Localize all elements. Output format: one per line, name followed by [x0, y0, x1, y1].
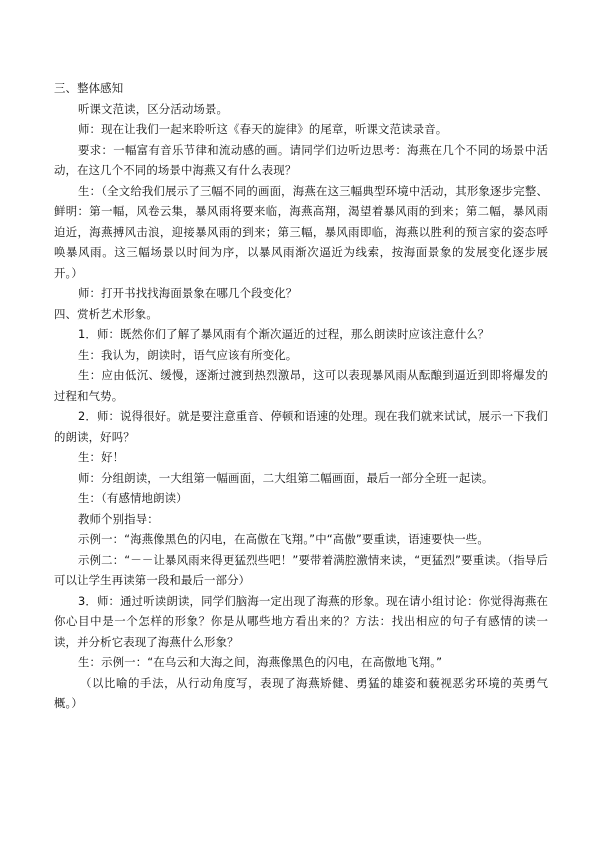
paragraph-analysis: （以比喻的手法，从行动角度写，表现了海燕矫健、勇猛的雄姿和藐视恶劣环境的英勇气概。）: [54, 675, 548, 710]
section-heading-art-image: 四、赏析艺术形象。: [54, 306, 158, 321]
paragraph-listen-reading: 听课文范读，区分活动场景。: [78, 101, 229, 116]
paragraph-student-tone: 生：我认为，朗读时，语气应该有所变化。: [78, 347, 298, 362]
section-heading-overall-perception: 三、整体感知: [54, 81, 124, 95]
paragraph-question-3: 3．师：通过听读朗读，同学们脑海一定出现了海燕的形象。现在请小组讨论：你觉得海燕在你心目中是一个怎样的形象？你是从哪些地方看出来的？方法：找出相应的句子有感情的读一读，并分析它表现了海燕什么形象？: [54, 593, 548, 649]
paragraph-student-ok: 生：好！: [78, 450, 125, 464]
paragraph-student-example: 生：示例一：“在乌云和大海之间，海燕像黑色的闪电，在高傲地飞翔。”: [78, 655, 443, 669]
paragraph-example-1: 示例一：“海燕像黑色的闪电，在高傲在飞翔。”中“高傲”要重读，语速要快一些。: [78, 532, 489, 546]
paragraph-group-reading: 师：分组朗读，一大组第一幅画面，二大组第二幅画面，最后一部分全班一起读。: [78, 470, 494, 485]
document-body: [54, 78, 548, 714]
paragraph-question-2: 2．师：说得很好。就是要注意重音、停顿和语速的处理。现在我们就来试试，展示一下我们的朗读，好吗？: [54, 409, 548, 444]
paragraph-teacher-intro: 师：现在让我们一起来聆听这《春天的旋律》的尾章，听课文范读录音。: [78, 122, 448, 136]
paragraph-example-2: 示例二：“－－让暴风雨来得更猛烈些吧！”要带着满腔激情来读，“更猛烈”要重读。（指导后可以让学生再读第一段和最后一部分）: [54, 552, 548, 587]
paragraph-student-reading: 生：（有感情地朗读）: [78, 491, 188, 505]
paragraph-teacher-open-book: 师：打开书找找海面景象在哪几个段变化？: [78, 286, 298, 300]
paragraph-student-pace: 生：应由低沉、缓慢，逐渐过渡到热烈激昂，这可以表现暴风雨从酝酿到逼近到即将爆发的过程和气势。: [54, 368, 548, 403]
paragraph-student-answer-scenes: 生：（全文给我们展示了三幅不同的画面，海燕在这三幅典型环境中活动，其形象逐步完整、鲜明：第一幅，风卷云集，暴风雨将要来临，海燕高翔，渴望着暴风雨的到来；第二幅，暴风雨迫近，海燕搏风击浪，迎接暴风雨的到来；第三幅，暴风雨即临，海燕以胜利的预言家的姿态呼唤暴风雨。这三幅场景以时间为序，以暴风雨渐次逼近为线索，按海面景象的发展变化逐步展开。）: [54, 183, 548, 280]
paragraph-requirement: 要求：一幅富有音乐节律和流动感的画。请同学们边听边思考：海燕在几个不同的场景中活动，在这几个不同的场景中海燕又有什么表现？: [54, 142, 548, 177]
paragraph-teacher-guidance: 教师个别指导：: [78, 511, 159, 526]
paragraph-question-1: 1．师：既然你们了解了暴风雨有个渐次逼近的过程，那么朗读时应该注意什么？: [78, 327, 490, 341]
